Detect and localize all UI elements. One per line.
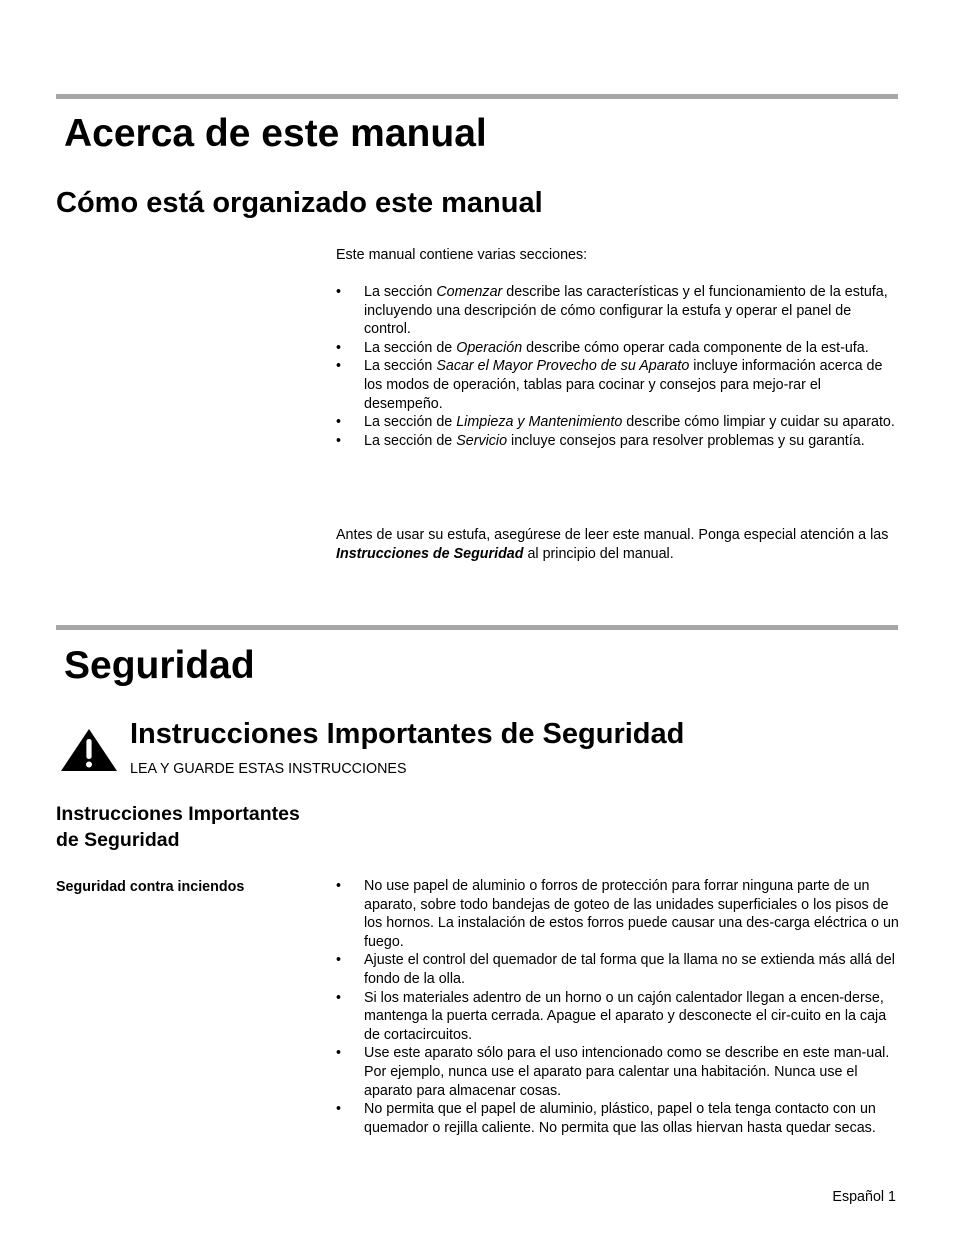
list-item: • La sección de Operación describe cómo operar cada componente de la est-ufa. <box>336 339 869 356</box>
fire-safety-label: Seguridad contra inciendos <box>56 879 245 895</box>
list-item: • La sección de Limpieza y Mantenimiento describe cómo limpiar y cuidar su aparato. <box>336 414 895 431</box>
warning-subheading: LEA Y GUARDE ESTAS INSTRUCCIONES <box>130 761 407 777</box>
side-heading: Instrucciones Importantes de Seguridad <box>56 803 300 851</box>
page-number: Español 1 <box>832 1189 896 1205</box>
page-title-manual: Acerca de este manual <box>64 112 487 155</box>
warning-heading: Instrucciones Importantes de Seguridad <box>130 718 685 750</box>
list-item: • Ajuste el control del quemador de tal forma que la llama no se extienda más allá del fondo de la olla. <box>336 952 895 987</box>
page-title-safety: Seguridad <box>64 644 255 687</box>
closing-paragraph: Antes de usar su estufa, asegúrese de leer este manual. Ponga especial atención a las Instrucciones de Seguridad al principio del manual. <box>336 527 889 562</box>
intro-text: Este manual contiene varias secciones: <box>336 247 588 263</box>
list-item: • La sección Comenzar describe las características y el funcionamiento de la estufa, incluyendo una descripción de cómo configurar la estufa y operar el panel de control. <box>336 284 888 338</box>
warning-triangle-icon <box>60 728 118 772</box>
section-list <box>336 283 902 450</box>
list-item: • No use papel de aluminio o forros de protección para forrar ninguna parte de un aparato, sobre todo bandejas de goteo de las unidades superficiales o los pisos de los hornos. La instalación de estos forros puede causar una des-carga eléctrica o un fuego. <box>336 878 899 950</box>
fire-safety-list <box>336 877 902 1137</box>
subtitle-organization: Cómo está organizado este manual <box>56 187 543 219</box>
list-item: • La sección de Servicio incluye consejos para resolver problemas y su garantía. <box>336 432 865 449</box>
section-divider-safety <box>56 625 898 630</box>
list-item: • Si los materiales adentro de un horno o un cajón calentador llegan a encen-derse, mantenga la puerta cerrada. Apague el aparato y desconecte el cir-cuito en la caja de cortacircuitos. <box>336 989 887 1043</box>
list-item: • No permita que el papel de aluminio, plástico, papel o tela tenga contacto con un quemador o rejilla caliente. No permita que las ollas hiervan hasta quedar secas. <box>336 1101 876 1136</box>
section-divider-top <box>56 94 898 99</box>
list-item: • Use este aparato sólo para el uso intencionado como se describe en este man-ual. Por ejemplo, nunca use el aparato para calentar una habitación. Nunca use el aparato para almacenar cosas. <box>336 1045 890 1099</box>
list-item: • La sección Sacar el Mayor Provecho de su Aparato incluye información acerca de los modos de operación, tablas para cocinar y consejos para mejo-rar el desempeño. <box>336 358 883 412</box>
